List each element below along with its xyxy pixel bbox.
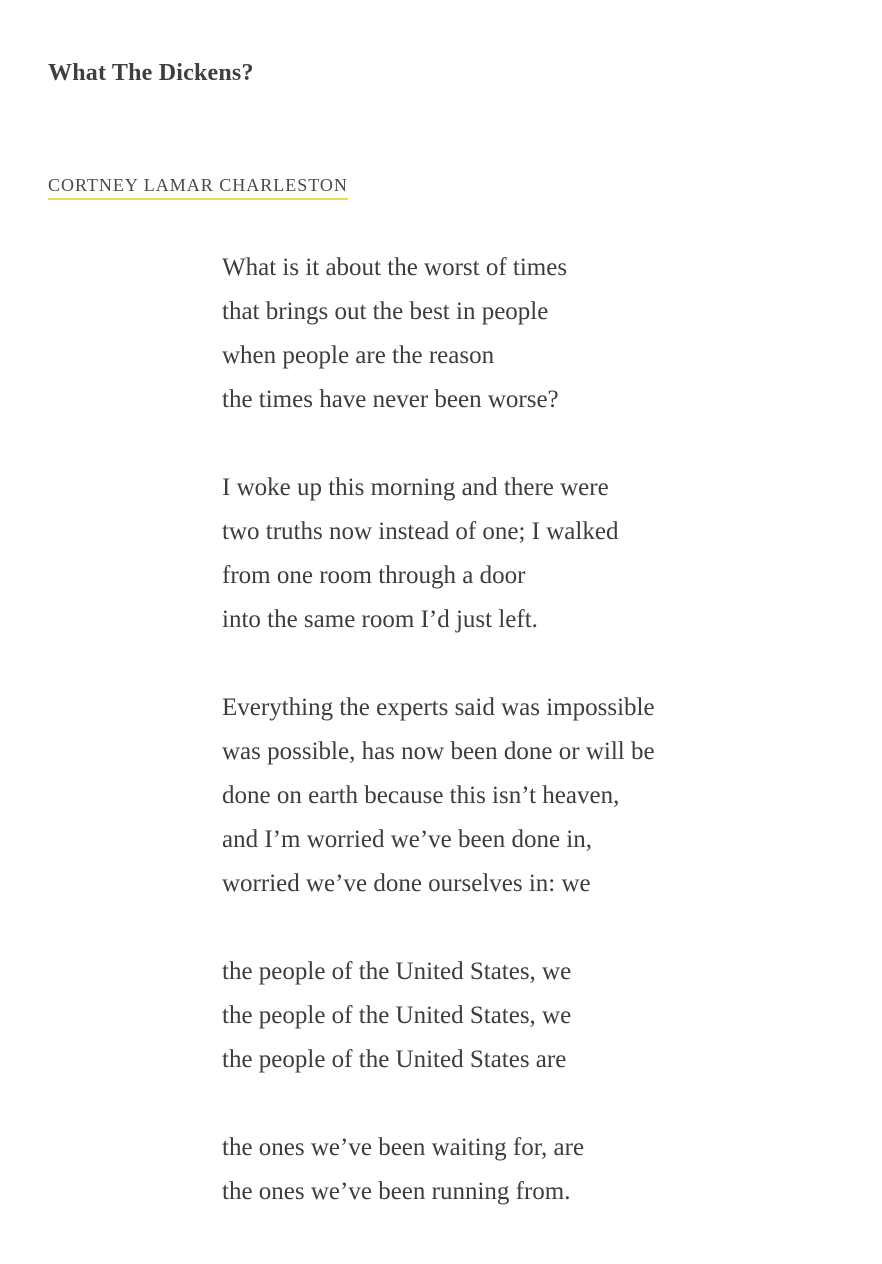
poem-line: What is it about the worst of times: [222, 254, 568, 281]
poem-body: [222, 246, 842, 1214]
poem-line: was possible, has now been done or will be: [222, 738, 655, 765]
poem-line: worried we’ve done ourselves in: we: [222, 870, 591, 897]
poem-line: two truths now instead of one; I walked: [222, 518, 619, 545]
poem-line: the people of the United States are: [222, 1046, 567, 1073]
poem-line: Everything the experts said was impossible: [222, 694, 655, 721]
poem-line: the ones we’ve been waiting for, are: [222, 1134, 585, 1161]
poem-line: the people of the United States, we: [222, 958, 572, 985]
stanza: [222, 950, 842, 1082]
poem-line: I woke up this morning and there were: [222, 474, 609, 501]
poem-line: into the same room I’d just left.: [222, 606, 538, 633]
poem-title: What The Dickens?: [48, 60, 254, 86]
stanza: [222, 1126, 842, 1214]
stanza: [222, 246, 842, 422]
poem-line: the ones we’ve been running from.: [222, 1178, 571, 1205]
poem-line: when people are the reason: [222, 342, 495, 369]
poem-line: the people of the United States, we: [222, 1002, 572, 1029]
author-link[interactable]: CORTNEY LAMAR CHARLESTON: [48, 172, 348, 200]
poem-line: and I’m worried we’ve been done in,: [222, 826, 592, 853]
poem-line: done on earth because this isn’t heaven,: [222, 782, 620, 809]
stanza: [222, 466, 842, 642]
stanza: [222, 686, 842, 906]
poem-line: the times have never been worse?: [222, 386, 559, 413]
poem-line: from one room through a door: [222, 562, 526, 589]
poem-line: that brings out the best in people: [222, 298, 549, 325]
